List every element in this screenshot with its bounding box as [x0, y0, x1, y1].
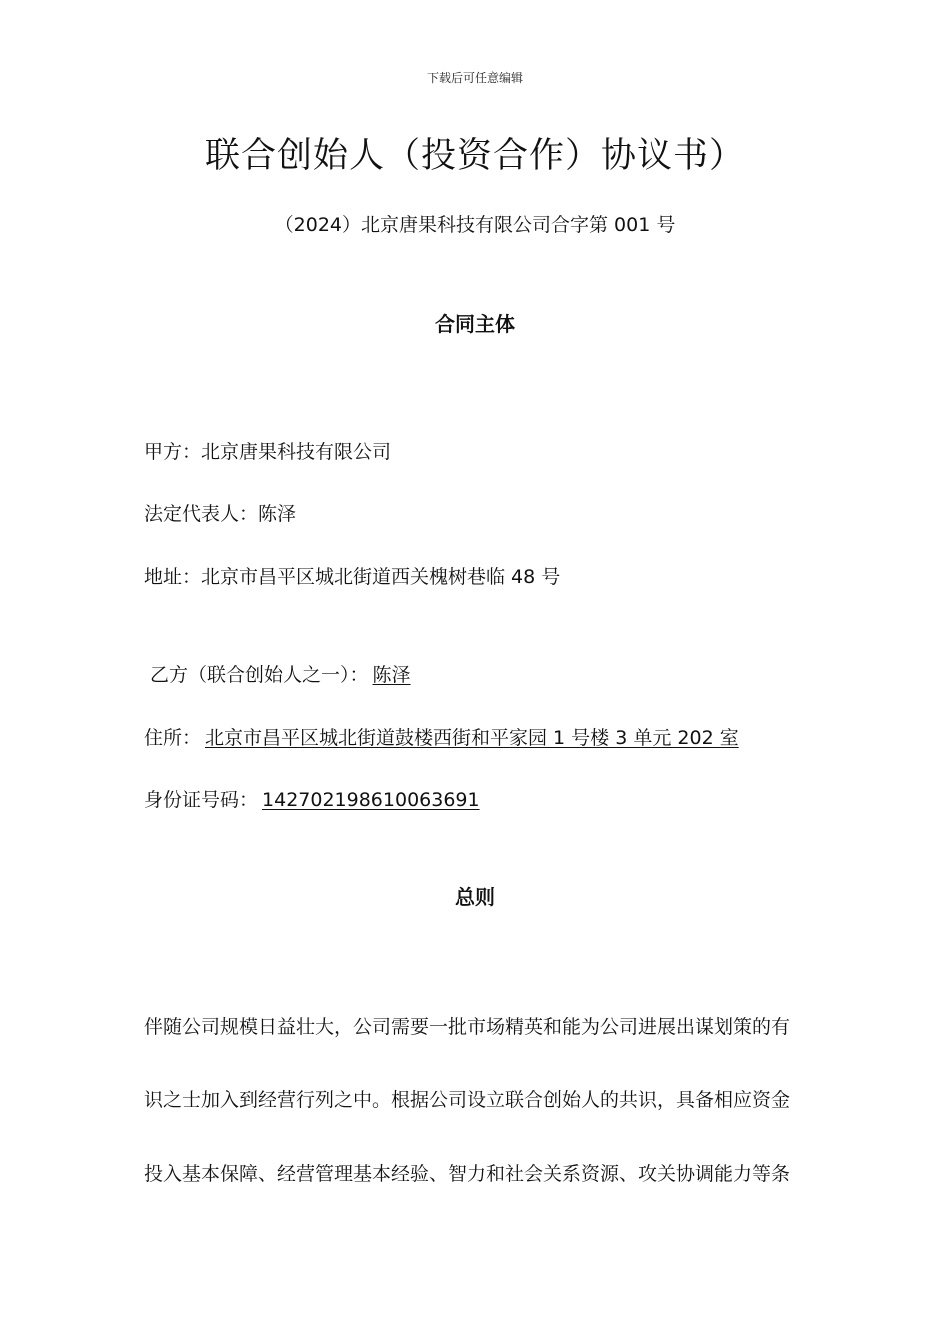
party-a-field [144, 437, 391, 464]
residence-value: 北京市昌平区城北街道鼓楼西街和平家园 1 号楼 3 单元 202 室 [205, 727, 739, 749]
party-a-value: 北京唐果科技有限公司 [201, 441, 392, 463]
party-a-label: 甲方： [144, 441, 202, 463]
address-field [144, 562, 560, 589]
address-value: 北京市昌平区城北街道西关槐树巷临 48 号 [201, 566, 561, 588]
header-note: 下载后可任意编辑 [426, 71, 523, 85]
id-number-value: 142702198610063691 [262, 789, 480, 811]
document-title: 联合创始人（投资合作）协议书） [204, 136, 745, 176]
general-paragraph-line: 投入基本保障、经营管理基本经验、智力和社会关系资源、攻关协调能力等条 [144, 1163, 791, 1185]
residence-field [144, 723, 743, 750]
id-number-label: 身份证号码： [144, 789, 259, 811]
party-b-value: 陈泽 [372, 664, 411, 686]
general-paragraph-line: 伴随公司规模日益壮大，公司需要一批市场精英和能为公司进展出谋划策的有 [144, 1016, 791, 1038]
party-b-field [150, 660, 415, 687]
address-label: 地址： [144, 566, 202, 588]
section-heading-general: 总则 [455, 885, 495, 909]
party-b-label: 乙方（联合创始人之一）： [150, 664, 369, 686]
legal-rep-value: 陈泽 [258, 503, 297, 525]
residence-label: 住所： [144, 727, 202, 749]
document-number: （2024）北京唐果科技有限公司合字第 001 号 [274, 214, 676, 236]
section-heading-parties: 合同主体 [435, 312, 515, 336]
general-paragraph-line: 识之士加入到经营行列之中。根据公司设立联合创始人的共识，具备相应资金 [144, 1089, 791, 1111]
legal-rep-label: 法定代表人： [144, 503, 259, 525]
legal-rep-field [144, 499, 296, 526]
id-number-field [144, 785, 484, 812]
